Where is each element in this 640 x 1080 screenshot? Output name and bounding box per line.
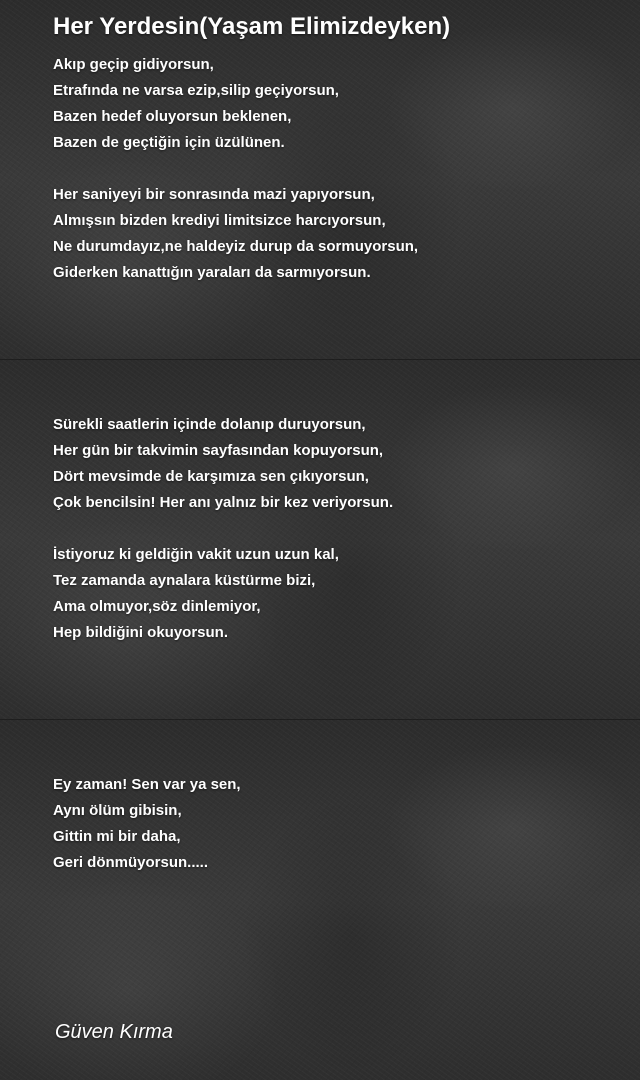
poem-line: İstiyoruz ki geldiğin vakit uzun uzun kal,	[53, 546, 339, 563]
poem-line: Dört mevsimde de karşımıza sen çıkıyorsun,	[53, 468, 369, 485]
panel-divider	[0, 359, 640, 360]
poem-title: Her Yerdesin(Yaşam Elimizdeyken)	[53, 13, 451, 40]
poem-line: Ama olmuyor,söz dinlemiyor,	[53, 598, 261, 615]
poem-line: Akıp geçip gidiyorsun,	[53, 56, 214, 73]
poem-line: Bazen de geçtiğin için üzülünen.	[53, 134, 285, 151]
poem-line: Ey zaman! Sen var ya sen,	[53, 776, 241, 793]
poem-line: Etrafında ne varsa ezip,silip geçiyorsun,	[53, 82, 339, 99]
stanza-1	[53, 52, 339, 156]
poem-line: Her saniyeyi bir sonrasında mazi yapıyorsun,	[53, 186, 375, 203]
poem-line: Almışsın bizden krediyi limitsizce harcıyorsun,	[53, 212, 386, 229]
poem-line: Giderken kanattığın yaraları da sarmıyorsun.	[53, 264, 371, 281]
poem-line: Tez zamanda aynalara küstürme bizi,	[53, 572, 316, 589]
poem-line: Çok bencilsin! Her anı yalnız bir kez veriyorsun.	[53, 494, 394, 511]
poem-line: Sürekli saatlerin içinde dolanıp duruyorsun,	[53, 416, 366, 433]
stanza-3	[53, 412, 393, 516]
stanza-4	[53, 542, 339, 646]
poem-line: Ne durumdayız,ne haldeyiz durup da sormuyorsun,	[53, 238, 419, 255]
stanza-5	[53, 772, 241, 876]
poem-line: Geri dönmüyorsun.....	[53, 854, 209, 871]
poem-line: Aynı ölüm gibisin,	[53, 802, 182, 819]
poem-author: Güven Kırma	[55, 1021, 173, 1043]
poem-line: Her gün bir takvimin sayfasından kopuyorsun,	[53, 442, 384, 459]
stanza-2	[53, 182, 418, 286]
poem-line: Hep bildiğini okuyorsun.	[53, 624, 229, 641]
panel-divider	[0, 719, 640, 720]
poem-line: Bazen hedef oluyorsun beklenen,	[53, 108, 292, 125]
poem-line: Gittin mi bir daha,	[53, 828, 181, 845]
